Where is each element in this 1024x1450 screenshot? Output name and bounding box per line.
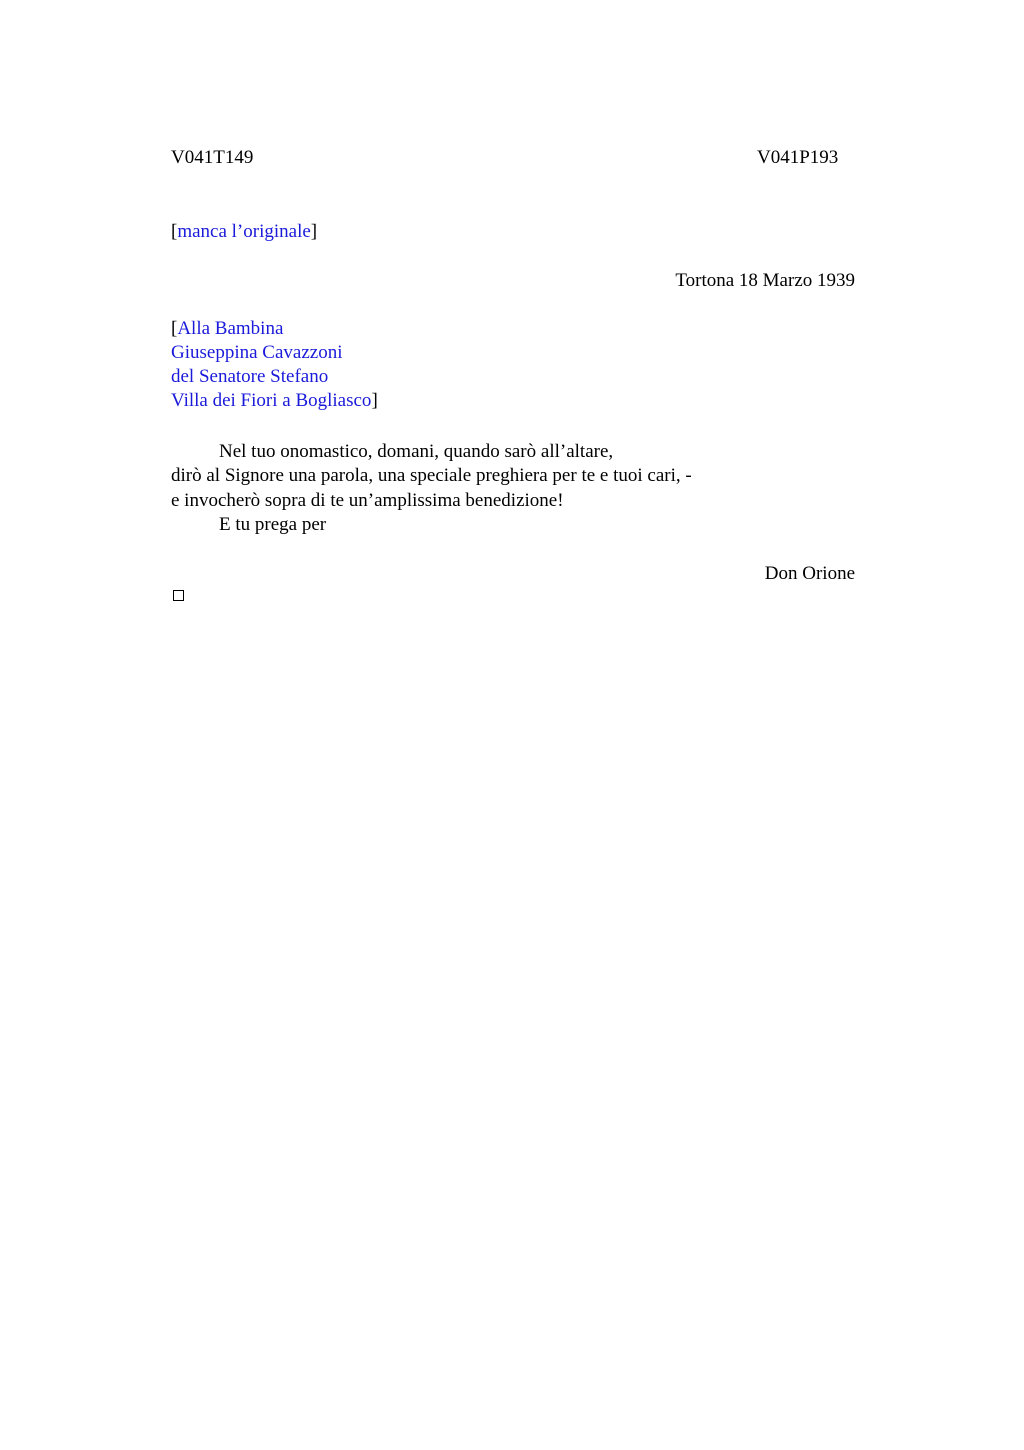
addressee-block bbox=[171, 317, 378, 413]
addressee-line-4: Villa dei Fiori a Bogliasco] bbox=[171, 390, 378, 411]
bracket-close: ] bbox=[371, 390, 378, 411]
date-line: Tortona 18 Marzo 1939 bbox=[675, 270, 855, 291]
body-line-2: dirò al Signore una parola, una speciale preghiera per te e tuoi cari, - bbox=[171, 465, 692, 486]
editorial-note-text: manca l’originale bbox=[177, 221, 311, 242]
body-line-1: Nel tuo onomastico, domani, quando sarò all’altare, bbox=[219, 441, 614, 462]
end-square-icon bbox=[173, 590, 184, 601]
editorial-note bbox=[171, 220, 317, 244]
document-code-left: V041T149 bbox=[171, 147, 254, 168]
signature: Don Orione bbox=[764, 563, 855, 584]
bracket-open: [ bbox=[171, 318, 178, 339]
addressee-line-2: Giuseppina Cavazzoni bbox=[171, 342, 343, 363]
addressee-line-1: [Alla Bambina bbox=[171, 318, 284, 339]
bracket-open: [ bbox=[171, 221, 178, 242]
bracket-close: ] bbox=[310, 221, 318, 242]
addressee-line-3: del Senatore Stefano bbox=[171, 366, 329, 387]
body-line-3: e invocherò sopra di te un’amplissima benedizione! bbox=[171, 490, 564, 511]
document-code-right: V041P193 bbox=[757, 147, 839, 168]
body-line-4: E tu prega per bbox=[219, 514, 327, 535]
